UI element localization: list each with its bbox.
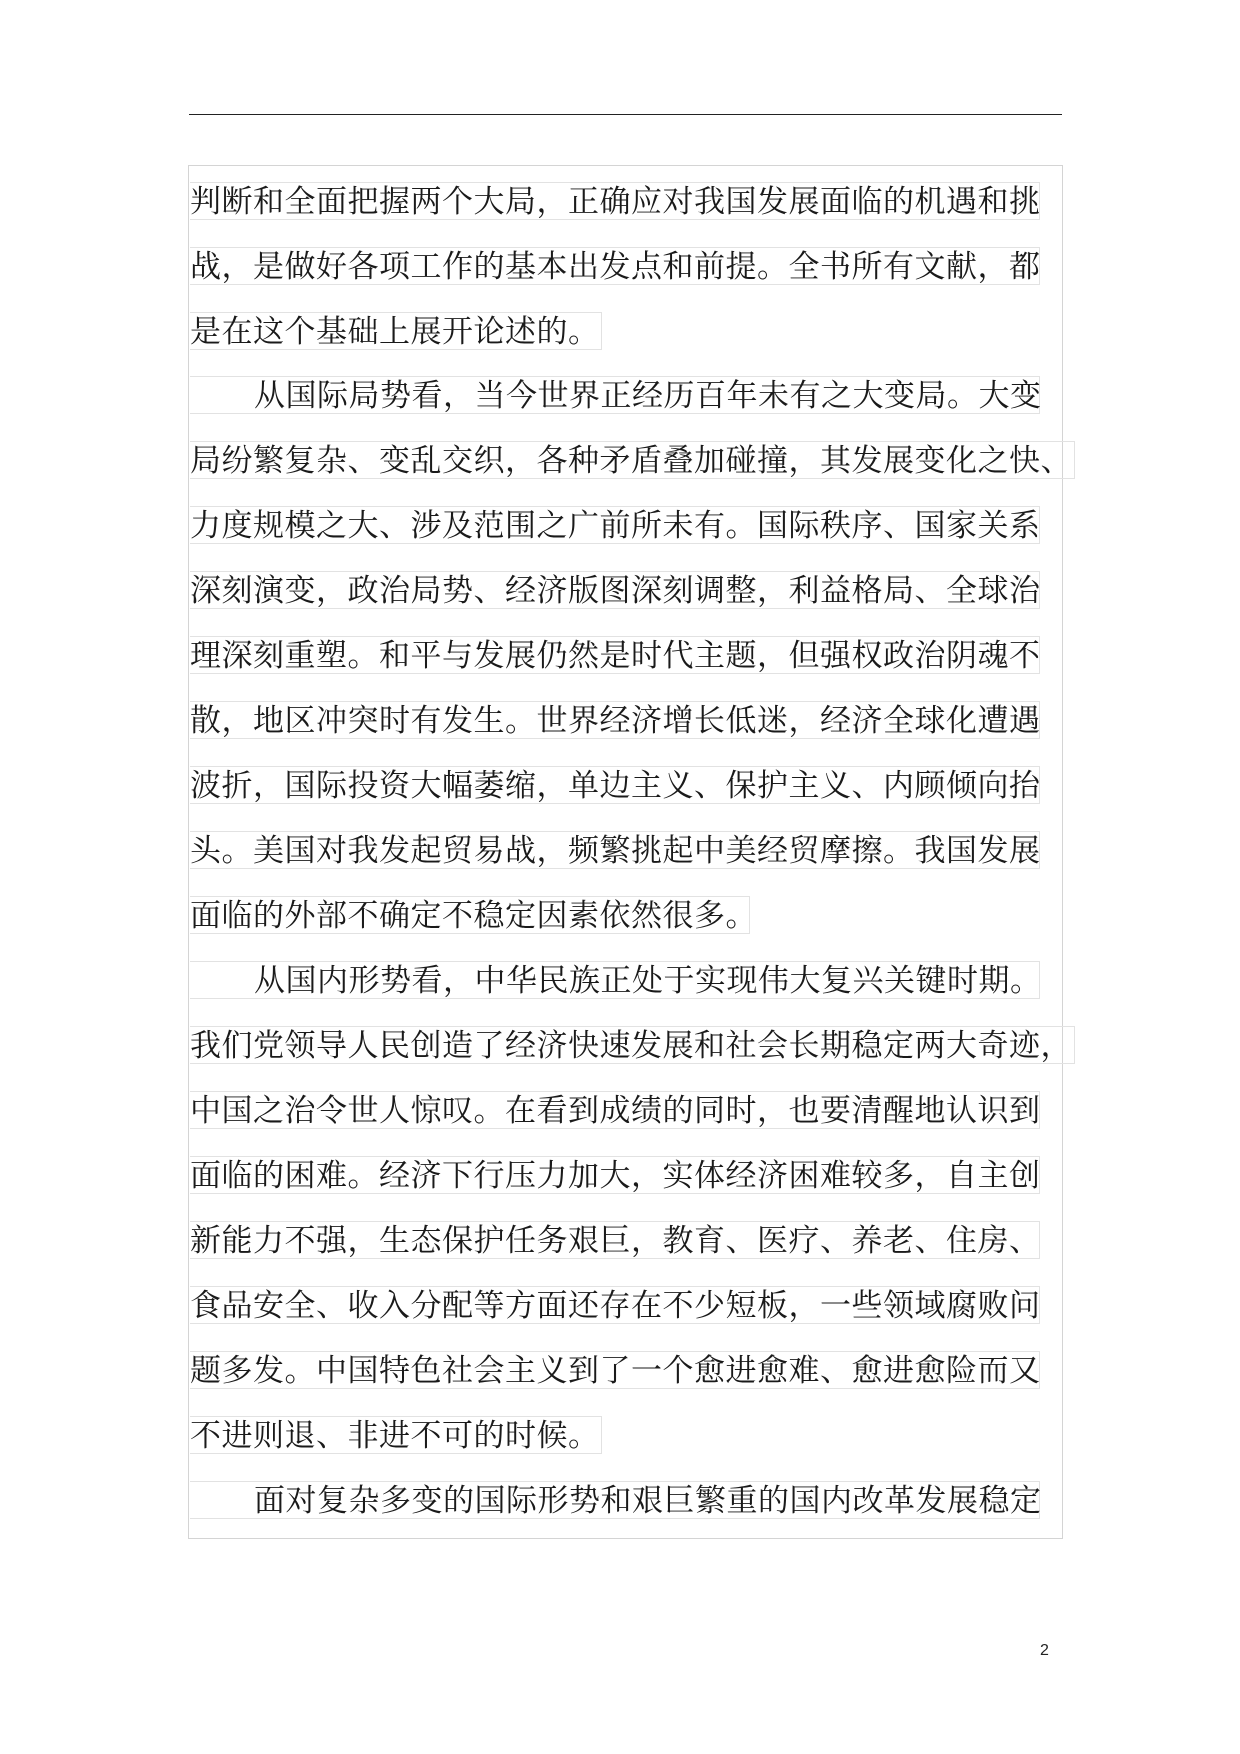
text-line: 面临的困难。经济下行压力加大，实体经济困难较多，自主创 [190, 1158, 1041, 1194]
header-rule [189, 114, 1062, 115]
text-line: 新能力不强，生态保护任务艰巨，教育、医疗、养老、住房、 [190, 1223, 1041, 1259]
text-line: 理深刻重塑。和平与发展仍然是时代主题，但强权政治阴魂不 [190, 638, 1041, 674]
text-line: 食品安全、收入分配等方面还存在不少短板，一些领域腐败问 [190, 1288, 1041, 1324]
text-line: 波折，国际投资大幅萎缩，单边主义、保护主义、内顾倾向抬 [190, 768, 1041, 804]
text-line: 局纷繁复杂、变乱交织，各种矛盾叠加碰撞，其发展变化之快、 [190, 441, 1075, 479]
text-line: 力度规模之大、涉及范围之广前所未有。国际秩序、国家关系 [190, 508, 1041, 544]
text-line: 是在这个基础上展开论述的。 [190, 312, 602, 350]
text-line: 头。美国对我发起贸易战，频繁挑起中美经贸摩擦。我国发展 [190, 833, 1041, 869]
text-line: 面临的外部不确定不稳定因素依然很多。 [190, 898, 757, 934]
text-line: 判断和全面把握两个大局，正确应对我国发展面临的机遇和挑 [190, 184, 1041, 220]
text-line: 散，地区冲突时有发生。世界经济增长低迷，经济全球化遭遇 [190, 703, 1041, 739]
text-line: 题多发。中国特色社会主义到了一个愈进愈难、愈进愈险而又 [190, 1353, 1041, 1389]
text-line: 中国之治令世人惊叹。在看到成绩的同时，也要清醒地认识到 [190, 1093, 1041, 1129]
text-line: 面对复杂多变的国际形势和艰巨繁重的国内改革发展稳定 [190, 1481, 1040, 1519]
text-line: 深刻演变，政治局势、经济版图深刻调整，利益格局、全球治 [190, 573, 1041, 609]
text-line: 不进则退、非进不可的时候。 [190, 1416, 602, 1454]
text-line: 从国际局势看，当今世界正经历百年未有之大变局。大变 [190, 376, 1040, 414]
page-number: 2 [1040, 1642, 1049, 1659]
text-line: 战，是做好各项工作的基本出发点和前提。全书所有文献，都 [190, 249, 1041, 285]
text-line: 我们党领导人民创造了经济快速发展和社会长期稳定两大奇迹， [190, 1026, 1075, 1064]
text-line: 从国内形势看，中华民族正处于实现伟大复兴关键时期。 [190, 961, 1040, 999]
